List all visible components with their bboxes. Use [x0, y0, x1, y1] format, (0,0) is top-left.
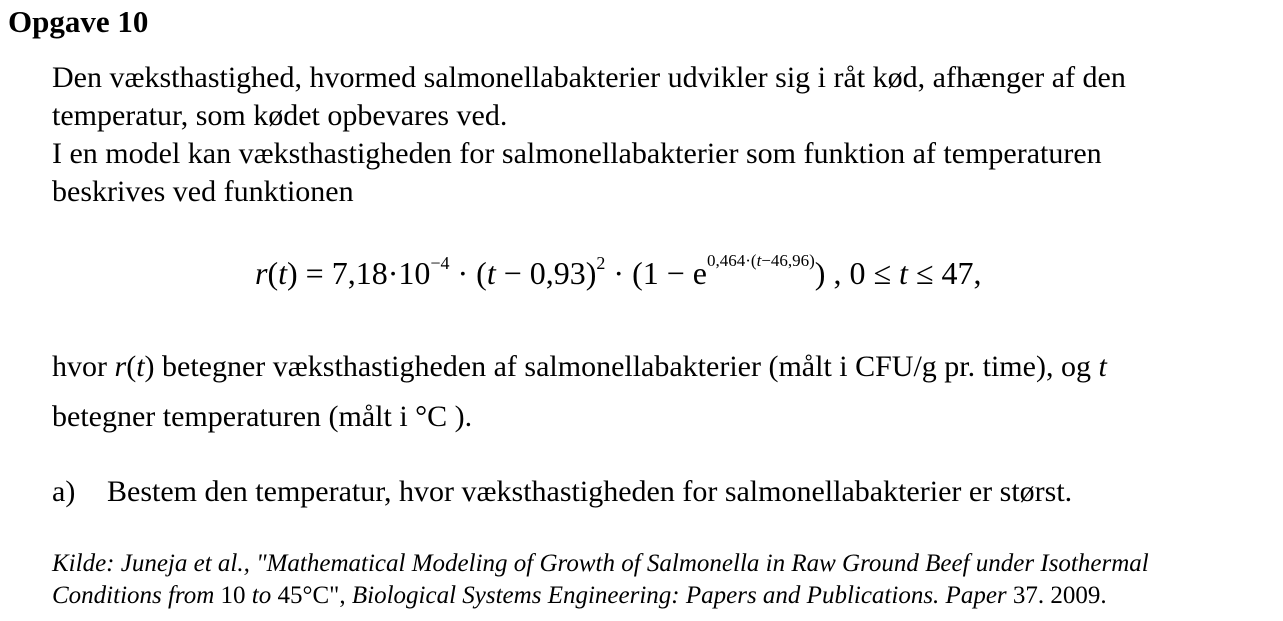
source-l2c: to — [245, 582, 278, 609]
growth-rate-formula: $r(t) = 7,18\cdot 10^{-4} \cdot (t - 0,93)^2 \cdot (1 - e^{0,464\cdot(t-46,96)})$ , 0 ≤ t ≤ 47, — [255, 251, 982, 291]
formula-mid2: − 0,93) — [495, 255, 597, 291]
intro-line-3: I en model kan væksthastigheden for salmonellabakterier som funktion af temperaturen — [52, 137, 1102, 170]
formula-exp1: −4 — [430, 253, 450, 273]
explanation-var: t — [1098, 350, 1107, 383]
explanation-fn: r — [114, 350, 127, 383]
source-l2d: 45°C", — [277, 582, 352, 609]
formula-var: t — [278, 255, 287, 291]
source-l2f: 37. 2009. — [1006, 582, 1107, 609]
question-a-label: a) — [52, 475, 76, 508]
source-line-1: Kilde: Juneja et al., "Mathematical Modeling of Growth of Salmonella in Raw Ground Beef under Isothermal — [52, 550, 1149, 577]
explanation-line-1: hvor r(t) betegner væksthastigheden af salmonellabakterier (målt i CFU/g pr. time), og t — [52, 350, 1107, 383]
formula-exp3-a: 0,464·( — [706, 251, 757, 270]
explanation-paragraph — [52, 342, 1107, 442]
source-line-2 — [52, 580, 1149, 612]
source-l2a: Conditions from — [52, 582, 221, 609]
explanation-line-2: betegner temperaturen (målt i °C ). — [52, 400, 473, 433]
formula-mid1: · ( — [449, 255, 487, 291]
intro-line-4: beskrives ved funktionen — [52, 175, 354, 208]
formula-tail2: ≤ 47, — [907, 255, 982, 291]
question-a-text: Bestem den temperatur, hvor væksthastigheden for salmonellabakterier er størst. — [107, 475, 1073, 508]
formula-mid3: · (1 − e — [605, 255, 707, 291]
intro-line-2: temperatur, som kødet opbevares ved. — [52, 99, 508, 132]
formula-eq: ) = 7,18·10 — [287, 255, 431, 291]
intro-line-1: Den væksthastighed, hvormed salmonellabakterier udvikler sig i råt kød, afhænger af den — [52, 61, 1126, 94]
formula-exp3-var: t — [756, 251, 762, 270]
explanation-arg: t — [136, 350, 145, 383]
source-citation — [52, 548, 1149, 612]
formula-exp3 — [707, 251, 815, 270]
formula-var2: t — [486, 255, 496, 291]
formula-tail1: ) , 0 ≤ — [814, 255, 900, 291]
explanation-mid: ) betegner væksthastigheden af salmonellabakterier (målt i CFU/g pr. time), og — [144, 350, 1099, 383]
formula-exp2: 2 — [596, 253, 606, 273]
formula-var3: t — [899, 255, 908, 291]
source-l2b: 10 — [220, 582, 246, 609]
explanation-pre: hvor — [52, 350, 115, 383]
question-a — [52, 473, 1072, 511]
source-l2e: Biological Systems Engineering: Papers and Publications. Paper — [351, 582, 1007, 609]
task-title: Opgave 10 — [8, 4, 149, 39]
formula-fn: r — [255, 255, 268, 291]
formula-exp3-b: −46,96) — [761, 251, 815, 270]
intro-paragraph — [52, 59, 1126, 211]
